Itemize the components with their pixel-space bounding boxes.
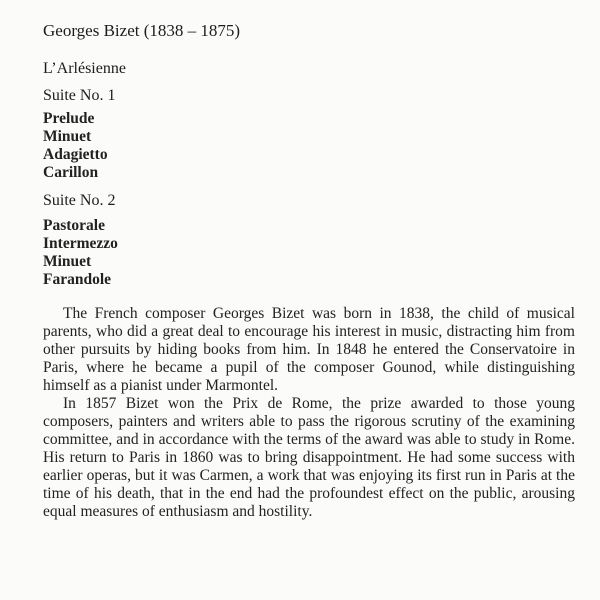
suite-1-title: Suite No. 1 — [43, 87, 116, 104]
suite-2-movement-list — [43, 217, 118, 289]
biography-text — [43, 305, 575, 521]
work-title: L’Arlésienne — [43, 60, 126, 77]
movement-item: Minuet — [43, 253, 92, 270]
movement-item: Pastorale — [43, 217, 105, 234]
movement-item: Minuet — [43, 128, 92, 145]
composer-heading: Georges Bizet (1838 – 1875) — [43, 21, 241, 40]
suite-1-movement-list — [43, 110, 108, 182]
movement-item: Intermezzo — [43, 235, 118, 252]
movement-item: Prelude — [43, 110, 95, 127]
movement-item: Adagietto — [43, 146, 108, 163]
biography-paragraph: The French composer Georges Bizet was born in 1838, the child of musical parents, who did a great deal to encourage his interest in music, distracting him from other pursuits by hiding books from him. In 1848 he entered the Conservatoire in Paris, where he became a pupil of the composer Gounod, while distinguishing himself as a pianist under Marmontel. — [43, 305, 575, 394]
movement-item: Carillon — [43, 164, 99, 181]
biography-paragraph: In 1857 Bizet won the Prix de Rome, the prize awarded to those young composers, painters and writers able to pass the rigorous scrutiny of the examining committee, and in accordance with the terms of the award was able to study in Rome. His return to Paris in 1860 was to bring disappointment. He had some success with earlier operas, but it was Carmen, a work that was enjoying its first run in Paris at the time of his death, that in the end had the profoundest effect on the public, arousing equal measures of enthusiasm and hostility. — [43, 395, 575, 520]
movement-item: Farandole — [43, 271, 112, 288]
suite-2-title: Suite No. 2 — [43, 192, 116, 209]
